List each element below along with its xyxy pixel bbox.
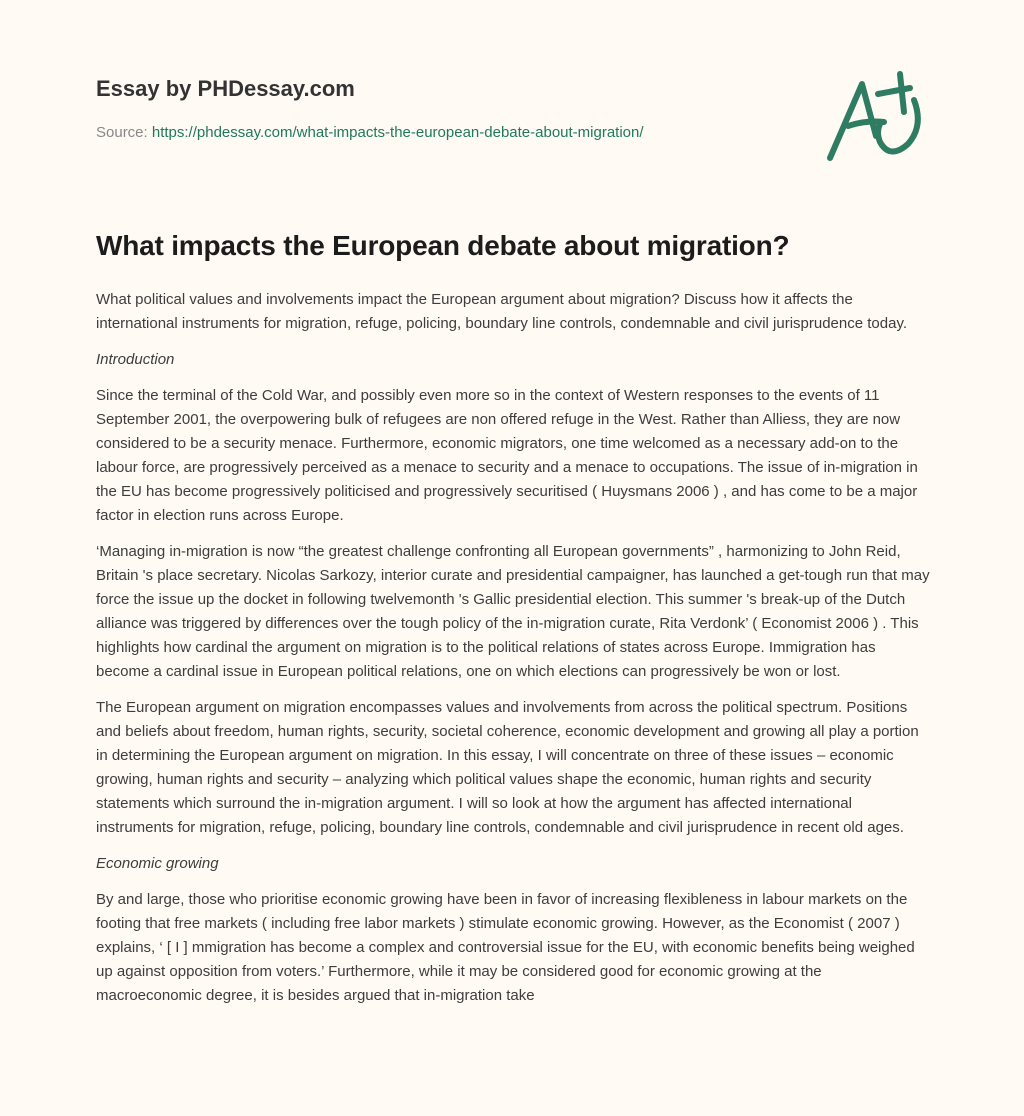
section-heading-economic-growing: Economic growing bbox=[96, 855, 219, 872]
source-line bbox=[96, 124, 644, 141]
article-paragraph: The European argument on migration encompasses values and involvements from across the political spectrum. Positions and beliefs about freedom, human rights, security, societal coherence, economic development and growing all play a portion in determining the European argument on migration. In this essay, I will concentrate on three of these issues – economic growing, human rights and security – analyzing which political values shape the economic, human rights and security statements which surround the in-migration argument. I will so look at how the argument has affected international instruments for migration, refuge, policing, boundary line controls, condemnable and civil jurisprudence in recent old ages. bbox=[96, 699, 919, 836]
section-heading-introduction: Introduction bbox=[96, 351, 175, 368]
source-label: Source: bbox=[96, 124, 152, 141]
a-plus-grade-icon bbox=[818, 66, 930, 166]
article-paragraph: ‘Managing in-migration is now “the greatest challenge confronting all European governments” , harmonizing to John Reid, Britain 's place secretary. Nicolas Sarkozy, interior curate and presidential campaigner, has launched a get-tough run that may force the issue up the docket in following twelvemonth 's Gallic presidential election. This summer 's break-up of the Dutch alliance was triggered by differences over the tough policy of the in-migration curate, Rita Verdonk’ ( Economist 2006 ) . This highlights how cardinal the argument on migration is to the political relations of states across Europe. Immigration has become a cardinal issue in European political relations, one on which elections can progressively be won or lost. bbox=[96, 543, 930, 680]
source-link[interactable]: https://phdessay.com/what-impacts-the-european-debate-about-migration/ bbox=[151, 124, 644, 141]
article-paragraph: Since the terminal of the Cold War, and possibly even more so in the context of Western responses to the events of 11 September 2001, the overpowering bulk of refugees are non offered refuge in the West. Rather than Alliess, they are now considered to be a security menace. Furthermore, economic migrators, one time welcomed as a necessary add-on to the labour force, are progressively perceived as a menace to security and a menace to occupations. The issue of in-migration in the EU has become progressively politicised and progressively securitised ( Huysmans 2006 ) , and has come to be a major factor in election runs across Europe. bbox=[96, 387, 918, 524]
page-header bbox=[0, 0, 1024, 190]
brand-title: Essay by PHDessay.com bbox=[96, 76, 355, 101]
article bbox=[96, 226, 930, 1020]
article-paragraph: By and large, those who prioritise economic growing have been in favor of increasing flexibleness in labour markets on the footing that free markets ( including free labor markets ) stimulate economic growing. However, as the Economist ( 2007 ) explains, ‘ [ I ] mmigration has become a complex and controversial issue for the EU, with economic benefits being weighed up against opposition from voters.’ Furthermore, while it may be considered good for economic growing at the macroeconomic degree, it is besides argued that in-migration take bbox=[96, 891, 915, 1004]
article-title: What impacts the European debate about migration? bbox=[96, 230, 790, 261]
article-intro-question: What political values and involvements impact the European argument about migration? Discuss how it affects the international instruments for migration, refuge, policing, boundary line controls, condemnable and civil jurisprudence today. bbox=[96, 291, 908, 332]
